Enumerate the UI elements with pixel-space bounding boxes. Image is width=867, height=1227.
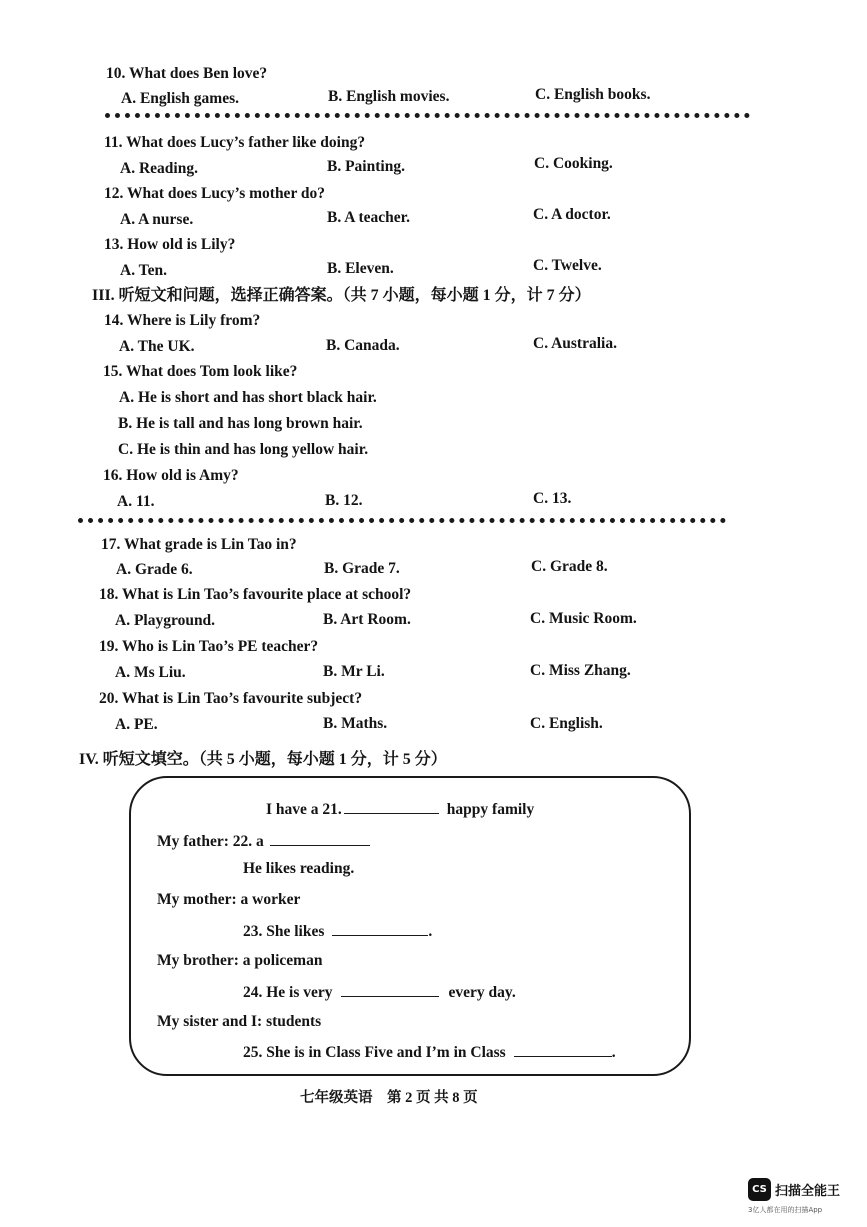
- box-line-21-tail: happy family: [446, 801, 535, 818]
- option-12c: C. A doctor.: [533, 206, 611, 223]
- dotted-divider: [105, 113, 750, 118]
- question-13: 13. How old is Lily?: [104, 236, 236, 253]
- option-18b: B. Art Room.: [323, 611, 411, 628]
- option-10b: B. English movies.: [328, 88, 450, 105]
- box-line-sister: My sister and I: students: [157, 1013, 322, 1030]
- option-13c: C. Twelve.: [533, 257, 602, 274]
- blank-23: [332, 921, 428, 936]
- option-19c: C. Miss Zhang.: [530, 662, 631, 679]
- box-line-23-tail: .: [428, 923, 433, 940]
- blank-24: [341, 982, 439, 997]
- option-19b: B. Mr Li.: [323, 663, 385, 680]
- box-line-24: [243, 982, 516, 1002]
- question-10: 10. What does Ben love?: [106, 65, 268, 82]
- box-line-24-tail: every day.: [448, 984, 516, 1001]
- option-16b: B. 12.: [325, 492, 363, 509]
- option-11b: B. Painting.: [327, 158, 405, 175]
- option-16c: C. 13.: [533, 490, 572, 507]
- question-20: 20. What is Lin Tao’s favourite subject?: [99, 690, 363, 707]
- blank-22: [270, 831, 370, 846]
- question-14: 14. Where is Lily from?: [104, 312, 261, 329]
- box-line-24-text: 24. He is very: [243, 984, 333, 1001]
- option-10c: C. English books.: [535, 86, 651, 103]
- box-line-21-text: I have a 21.: [266, 801, 342, 818]
- watermark-app-name: 扫描全能王: [775, 1184, 841, 1199]
- dotted-divider: [78, 518, 726, 523]
- option-20c: C. English.: [530, 715, 603, 732]
- option-13a: A. Ten.: [120, 262, 167, 279]
- option-13b: B. Eleven.: [327, 260, 394, 277]
- box-line-he-likes: He likes reading.: [243, 860, 355, 877]
- option-15a: A. He is short and has short black hair.: [119, 389, 377, 406]
- scanner-watermark: [748, 1178, 852, 1218]
- option-20a: A. PE.: [115, 716, 158, 733]
- question-12: 12. What does Lucy’s mother do?: [104, 185, 326, 202]
- option-14c: C. Australia.: [533, 335, 617, 352]
- page-footer: 七年级英语 第 2 页 共 8 页: [300, 1090, 478, 1106]
- question-16: 16. How old is Amy?: [103, 467, 239, 484]
- option-11a: A. Reading.: [120, 160, 198, 177]
- option-18a: A. Playground.: [115, 612, 216, 629]
- option-17c: C. Grade 8.: [531, 558, 608, 575]
- option-17a: A. Grade 6.: [116, 561, 193, 578]
- option-10a: A. English games.: [121, 90, 239, 107]
- option-19a: A. Ms Liu.: [115, 664, 186, 681]
- camscanner-logo-icon: CS: [748, 1178, 771, 1201]
- blank-21: [344, 799, 439, 814]
- option-17b: B. Grade 7.: [324, 560, 400, 577]
- section-3-heading: III. 听短文和问题，选择正确答案。（共 7 小题，每小题 1 分，计 7 分）: [92, 287, 591, 304]
- option-18c: C. Music Room.: [530, 610, 637, 627]
- blank-25: [514, 1042, 612, 1057]
- question-11: 11. What does Lucy’s father like doing?: [104, 134, 366, 151]
- option-14a: A. The UK.: [119, 338, 195, 355]
- option-12a: A. A nurse.: [120, 211, 194, 228]
- option-16a: A. 11.: [117, 493, 155, 510]
- section-4-heading: IV. 听短文填空。（共 5 小题，每小题 1 分，计 5 分）: [79, 751, 447, 768]
- box-line-21: [266, 799, 534, 819]
- box-line-23: [243, 921, 432, 941]
- option-15c: C. He is thin and has long yellow hair.: [118, 441, 369, 458]
- question-19: 19. Who is Lin Tao’s PE teacher?: [99, 638, 319, 655]
- question-18: 18. What is Lin Tao’s favourite place at school?: [99, 586, 412, 603]
- option-12b: B. A teacher.: [327, 209, 410, 226]
- box-line-23-text: 23. She likes: [243, 923, 325, 940]
- box-line-22-text: My father: 22. a: [157, 833, 264, 850]
- box-line-25-text: 25. She is in Class Five and I’m in Class: [243, 1044, 506, 1061]
- box-line-brother: My brother: a policeman: [157, 952, 323, 969]
- option-14b: B. Canada.: [326, 337, 400, 354]
- question-17: 17. What grade is Lin Tao in?: [101, 536, 297, 553]
- box-line-22: [157, 831, 370, 851]
- question-15: 15. What does Tom look like?: [103, 363, 298, 380]
- box-line-mother: My mother: a worker: [157, 891, 301, 908]
- box-line-25: [243, 1042, 616, 1062]
- watermark-tagline: 3亿人都在用的扫描App: [748, 1206, 823, 1214]
- option-15b: B. He is tall and has long brown hair.: [118, 415, 363, 432]
- option-11c: C. Cooking.: [534, 155, 613, 172]
- option-20b: B. Maths.: [323, 715, 388, 732]
- box-line-25-tail: .: [611, 1044, 616, 1061]
